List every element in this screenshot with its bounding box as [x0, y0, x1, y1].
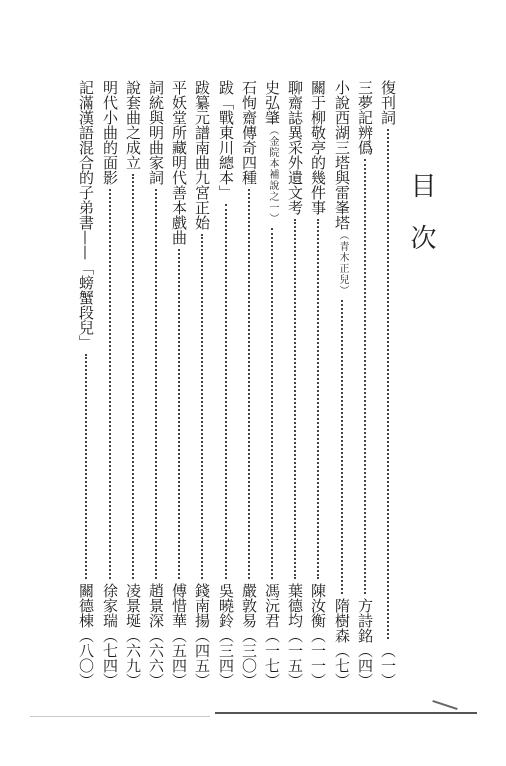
- leader-dots: [248, 189, 250, 579]
- entry-page: （七）: [333, 643, 351, 688]
- entry-title: 小說西湖三塔與雷峯塔: [333, 80, 351, 230]
- entry-author: 陳汝衡: [309, 583, 327, 628]
- entry-page: （一五）: [286, 628, 304, 688]
- entry-page: （四五）: [193, 628, 211, 688]
- entry-page: （一七）: [263, 628, 281, 688]
- leader-dots: [155, 189, 157, 579]
- toc-entry: [146, 80, 166, 688]
- leader-dots: [85, 354, 87, 579]
- entry-title: 史弘肇: [263, 80, 281, 125]
- entry-page: （六六）: [147, 628, 165, 688]
- leader-dots: [317, 219, 319, 579]
- leader-dots: [364, 159, 366, 594]
- entry-title: 跋纂元譜南曲九宮正始: [193, 80, 211, 230]
- entry-note: （青木正兒）: [337, 230, 348, 296]
- entry-page: （四）: [356, 643, 374, 688]
- entry-title: 三夢記辨僞: [356, 80, 374, 155]
- toc-entry: [192, 80, 212, 688]
- entry-title: 說套曲之成立: [124, 80, 142, 170]
- entry-page: （一一）: [309, 628, 327, 688]
- entry-page: （三四）: [217, 628, 235, 688]
- entry-author: 傅惜華: [170, 583, 188, 628]
- toc-entry: [216, 80, 236, 688]
- entry-title: 復刊詞: [379, 80, 397, 125]
- toc-entry: [123, 80, 143, 688]
- entry-author: 隋樹森: [333, 598, 351, 643]
- entry-title: 關于柳敬亭的幾件事: [309, 80, 327, 215]
- leader-dots: [271, 228, 273, 579]
- entry-title: 記滿漢語混合的子弟書——「螃蟹段兒」: [77, 80, 95, 350]
- entry-author: 關德棟: [77, 583, 95, 628]
- toc-entry: [239, 80, 259, 688]
- faint-rule: [30, 716, 210, 717]
- leader-dots: [341, 300, 343, 594]
- leader-dots: [225, 204, 227, 579]
- toc-entry: [308, 80, 328, 688]
- entry-author: 徐家瑞: [101, 583, 119, 628]
- entry-title: 明代小曲的面影: [101, 80, 119, 185]
- toc-entry: [355, 80, 375, 688]
- entry-author: 馮沅君: [263, 583, 281, 628]
- entry-page: （三〇）: [240, 628, 258, 688]
- entry-title: 聊齋誌異采外遺文考: [286, 80, 304, 215]
- entry-page: （八〇）: [77, 628, 95, 688]
- entry-title: 石恂齋傳奇四種: [240, 80, 258, 185]
- entry-note: （金院本補說之一）: [267, 125, 278, 224]
- toc-entry: [169, 80, 189, 688]
- toc-entry: [76, 80, 96, 688]
- toc-entry: [285, 80, 305, 688]
- toc-entry: [100, 80, 120, 688]
- leader-dots: [132, 174, 134, 579]
- entry-page: （七四）: [101, 628, 119, 688]
- entry-author: 葉德均: [286, 583, 304, 628]
- leader-dots: [294, 219, 296, 579]
- leader-dots: [109, 189, 111, 579]
- entry-author: 趙景深: [147, 583, 165, 628]
- entry-author: 凌景埏: [124, 583, 142, 628]
- leader-dots: [178, 249, 180, 579]
- entry-page: （六九）: [124, 628, 142, 688]
- toc-entry: [332, 80, 352, 688]
- entry-page: （五四）: [170, 628, 188, 688]
- entry-title: 詞統與明曲家詞: [147, 80, 165, 185]
- toc-heading: 目次: [406, 172, 436, 276]
- entry-title: 平妖堂所藏明代善本戲曲: [170, 80, 188, 245]
- leader-dots: [387, 129, 389, 639]
- entry-title: 跋「戰東川總本」: [217, 80, 235, 200]
- leader-dots: [201, 234, 203, 579]
- entry-author: 吳曉鈴: [217, 583, 235, 628]
- entry-author: 錢南揚: [193, 583, 211, 628]
- entry-author: 嚴敦易: [240, 583, 258, 628]
- entry-author: 方詩銘: [356, 598, 374, 643]
- toc-entry: [378, 80, 398, 688]
- entry-page: （一）: [379, 643, 397, 688]
- bottom-rule: [215, 712, 477, 714]
- toc-entry: [262, 80, 282, 688]
